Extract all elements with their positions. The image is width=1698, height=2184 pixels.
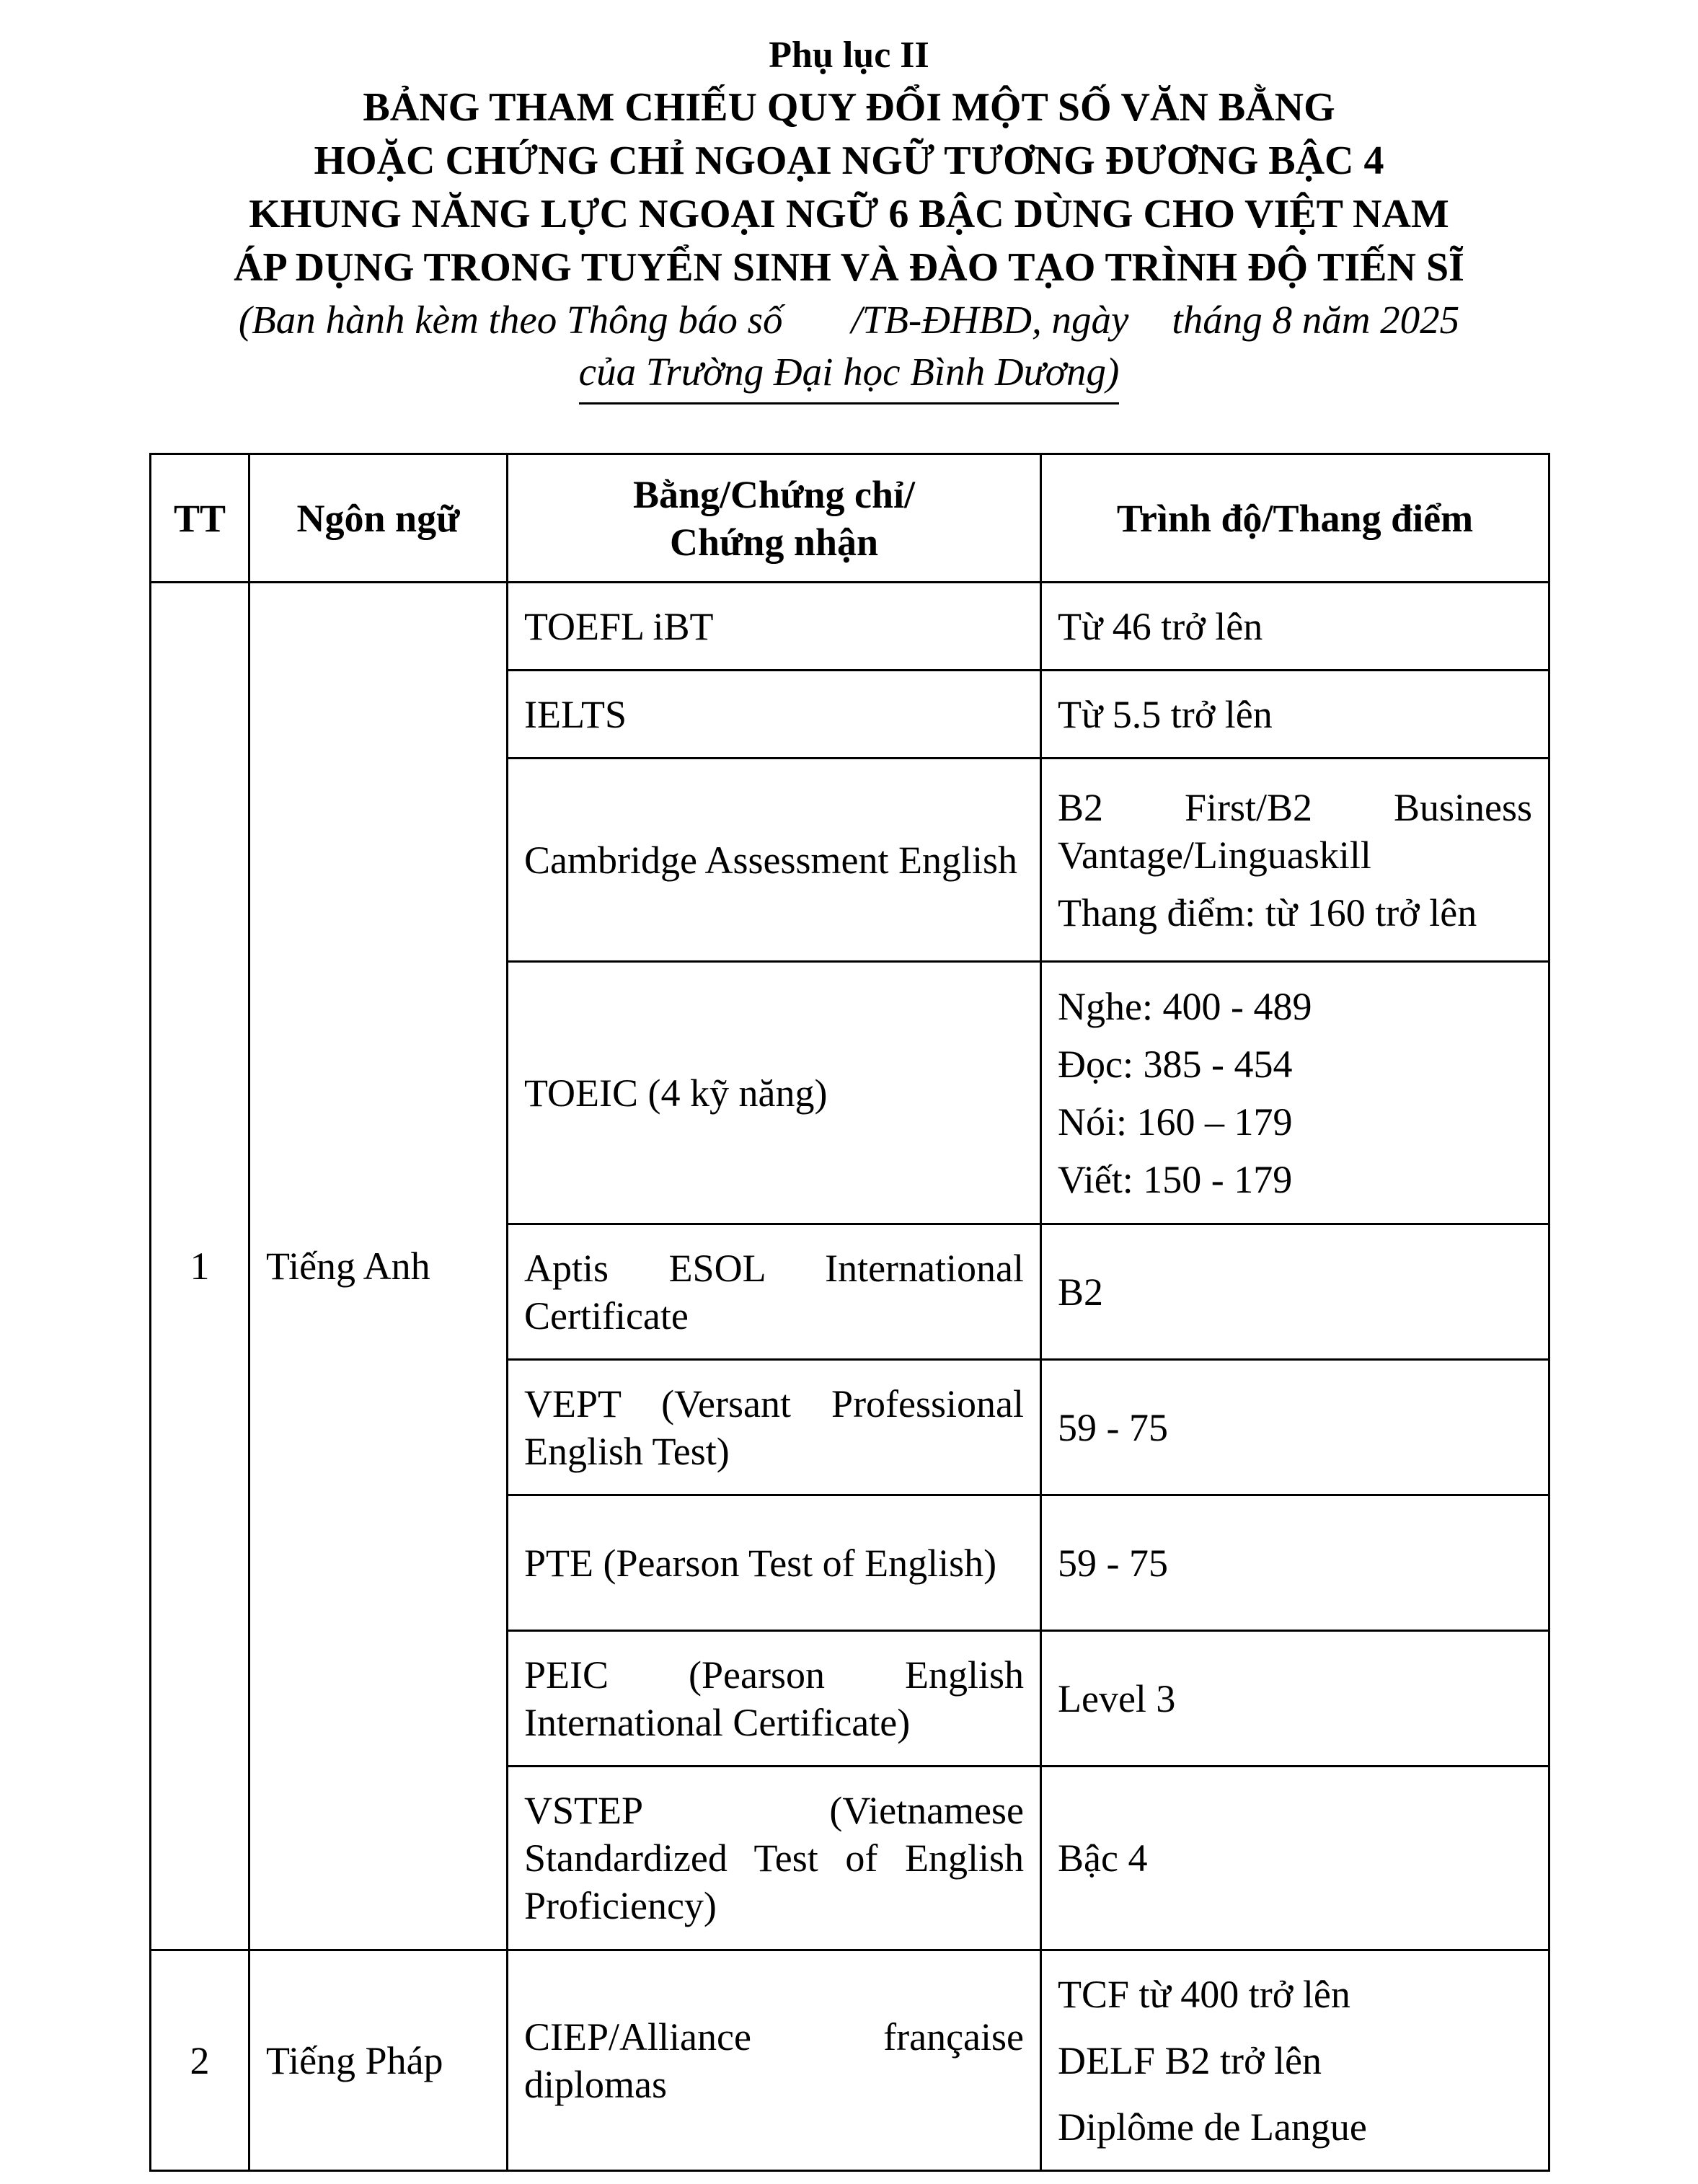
subtitle-line-1 (0, 294, 1698, 346)
header-certificate-line-1: Bằng/Chứng chỉ/ (632, 472, 916, 516)
cert-cell: Aptis ESOL International Certificate (508, 1224, 1041, 1360)
cert-cell: PEIC (Pearson English International Certificate) (508, 1631, 1041, 1767)
level-line: Nói: 160 – 179 (1058, 1100, 1293, 1144)
cert-cell: VSTEP (Vietnamese Standardized Test of English Proficiency) (508, 1767, 1041, 1950)
group-1-tt: 1 (151, 583, 249, 1950)
title-line-3: KHUNG NĂNG LỰC NGOẠI NGỮ 6 BẬC DÙNG CHO VIỆT NAM (249, 192, 1449, 236)
appendix-label: Phụ lục II (769, 35, 929, 76)
group-2-language: Tiếng Pháp (249, 1950, 508, 2171)
table-row (151, 1950, 1549, 2171)
level-line: Bậc 4 (1058, 1836, 1148, 1880)
cert-cell: TOEIC (4 kỹ năng) (508, 962, 1041, 1224)
header-tt: TT (151, 454, 249, 583)
level-cell (1041, 1950, 1549, 2171)
level-cell (1041, 1767, 1549, 1950)
subtitle-part-3: tháng 8 năm 2025 (1172, 298, 1460, 342)
header-certificate (508, 454, 1041, 583)
level-cell (1041, 1495, 1549, 1631)
level-line: B2 First/B2 Business Vantage/Linguaskill (1058, 785, 1532, 877)
subtitle-part-1: (Ban hành kèm theo Thông báo số (238, 298, 783, 342)
cert-cell: Cambridge Assessment English (508, 759, 1041, 962)
level-cell (1041, 962, 1549, 1224)
level-cell (1041, 671, 1549, 759)
level-cell (1041, 1224, 1549, 1360)
cert-cell: VEPT (Versant Professional English Test) (508, 1360, 1041, 1495)
table-header-row (151, 454, 1549, 583)
group-1-language: Tiếng Anh (249, 583, 508, 1950)
subtitle-line-2: của Trường Đại học Bình Dương) (579, 346, 1120, 404)
level-line: 59 - 75 (1058, 1541, 1168, 1585)
subtitle-part-2: /TB-ĐHBD, ngày (851, 298, 1129, 342)
table-row (151, 583, 1549, 671)
cert-cell: TOEFL iBT (508, 583, 1041, 671)
level-cell (1041, 1631, 1549, 1767)
level-line: TCF từ 400 trở lên (1058, 1972, 1350, 2016)
header-certificate-line-2: Chứng nhận (669, 520, 879, 564)
level-line: Nghe: 400 - 489 (1058, 984, 1312, 1028)
subtitle-line-2-wrap (0, 346, 1698, 404)
level-line: Đọc: 385 - 454 (1058, 1042, 1293, 1086)
level-line: Viết: 150 - 179 (1058, 1157, 1293, 1201)
level-cell (1041, 1360, 1549, 1495)
group-2-tt: 2 (151, 1950, 249, 2171)
title-line-4: ÁP DỤNG TRONG TUYỂN SINH VÀ ĐÀO TẠO TRÌNH ĐỘ TIẾN SĨ (234, 245, 1464, 290)
title-line-1: BẢNG THAM CHIẾU QUY ĐỔI MỘT SỐ VĂN BẰNG (363, 85, 1335, 130)
level-line: Từ 46 trở lên (1058, 604, 1263, 648)
level-cell (1041, 759, 1549, 962)
level-cell (1041, 583, 1549, 671)
level-line: Thang điểm: từ 160 trở lên (1058, 890, 1477, 934)
level-line: 59 - 75 (1058, 1405, 1168, 1449)
title-line-2: HOẶC CHỨNG CHỈ NGOẠI NGỮ TƯƠNG ĐƯƠNG BẬC 4 (314, 138, 1384, 183)
document-header (0, 30, 1698, 404)
level-line: Từ 5.5 trở lên (1058, 692, 1273, 736)
level-line: DELF B2 trở lên (1058, 2038, 1322, 2082)
header-level: Trình độ/Thang điểm (1041, 454, 1549, 583)
cert-cell: IELTS (508, 671, 1041, 759)
cert-cell: PTE (Pearson Test of English) (508, 1495, 1041, 1631)
level-line: Diplôme de Langue (1058, 2105, 1367, 2149)
level-line: Level 3 (1058, 1676, 1176, 1720)
cert-cell: CIEP/Alliance française diplomas (508, 1950, 1041, 2171)
reference-table (149, 453, 1550, 2172)
header-language: Ngôn ngữ (249, 454, 508, 583)
level-line: B2 (1058, 1270, 1104, 1314)
